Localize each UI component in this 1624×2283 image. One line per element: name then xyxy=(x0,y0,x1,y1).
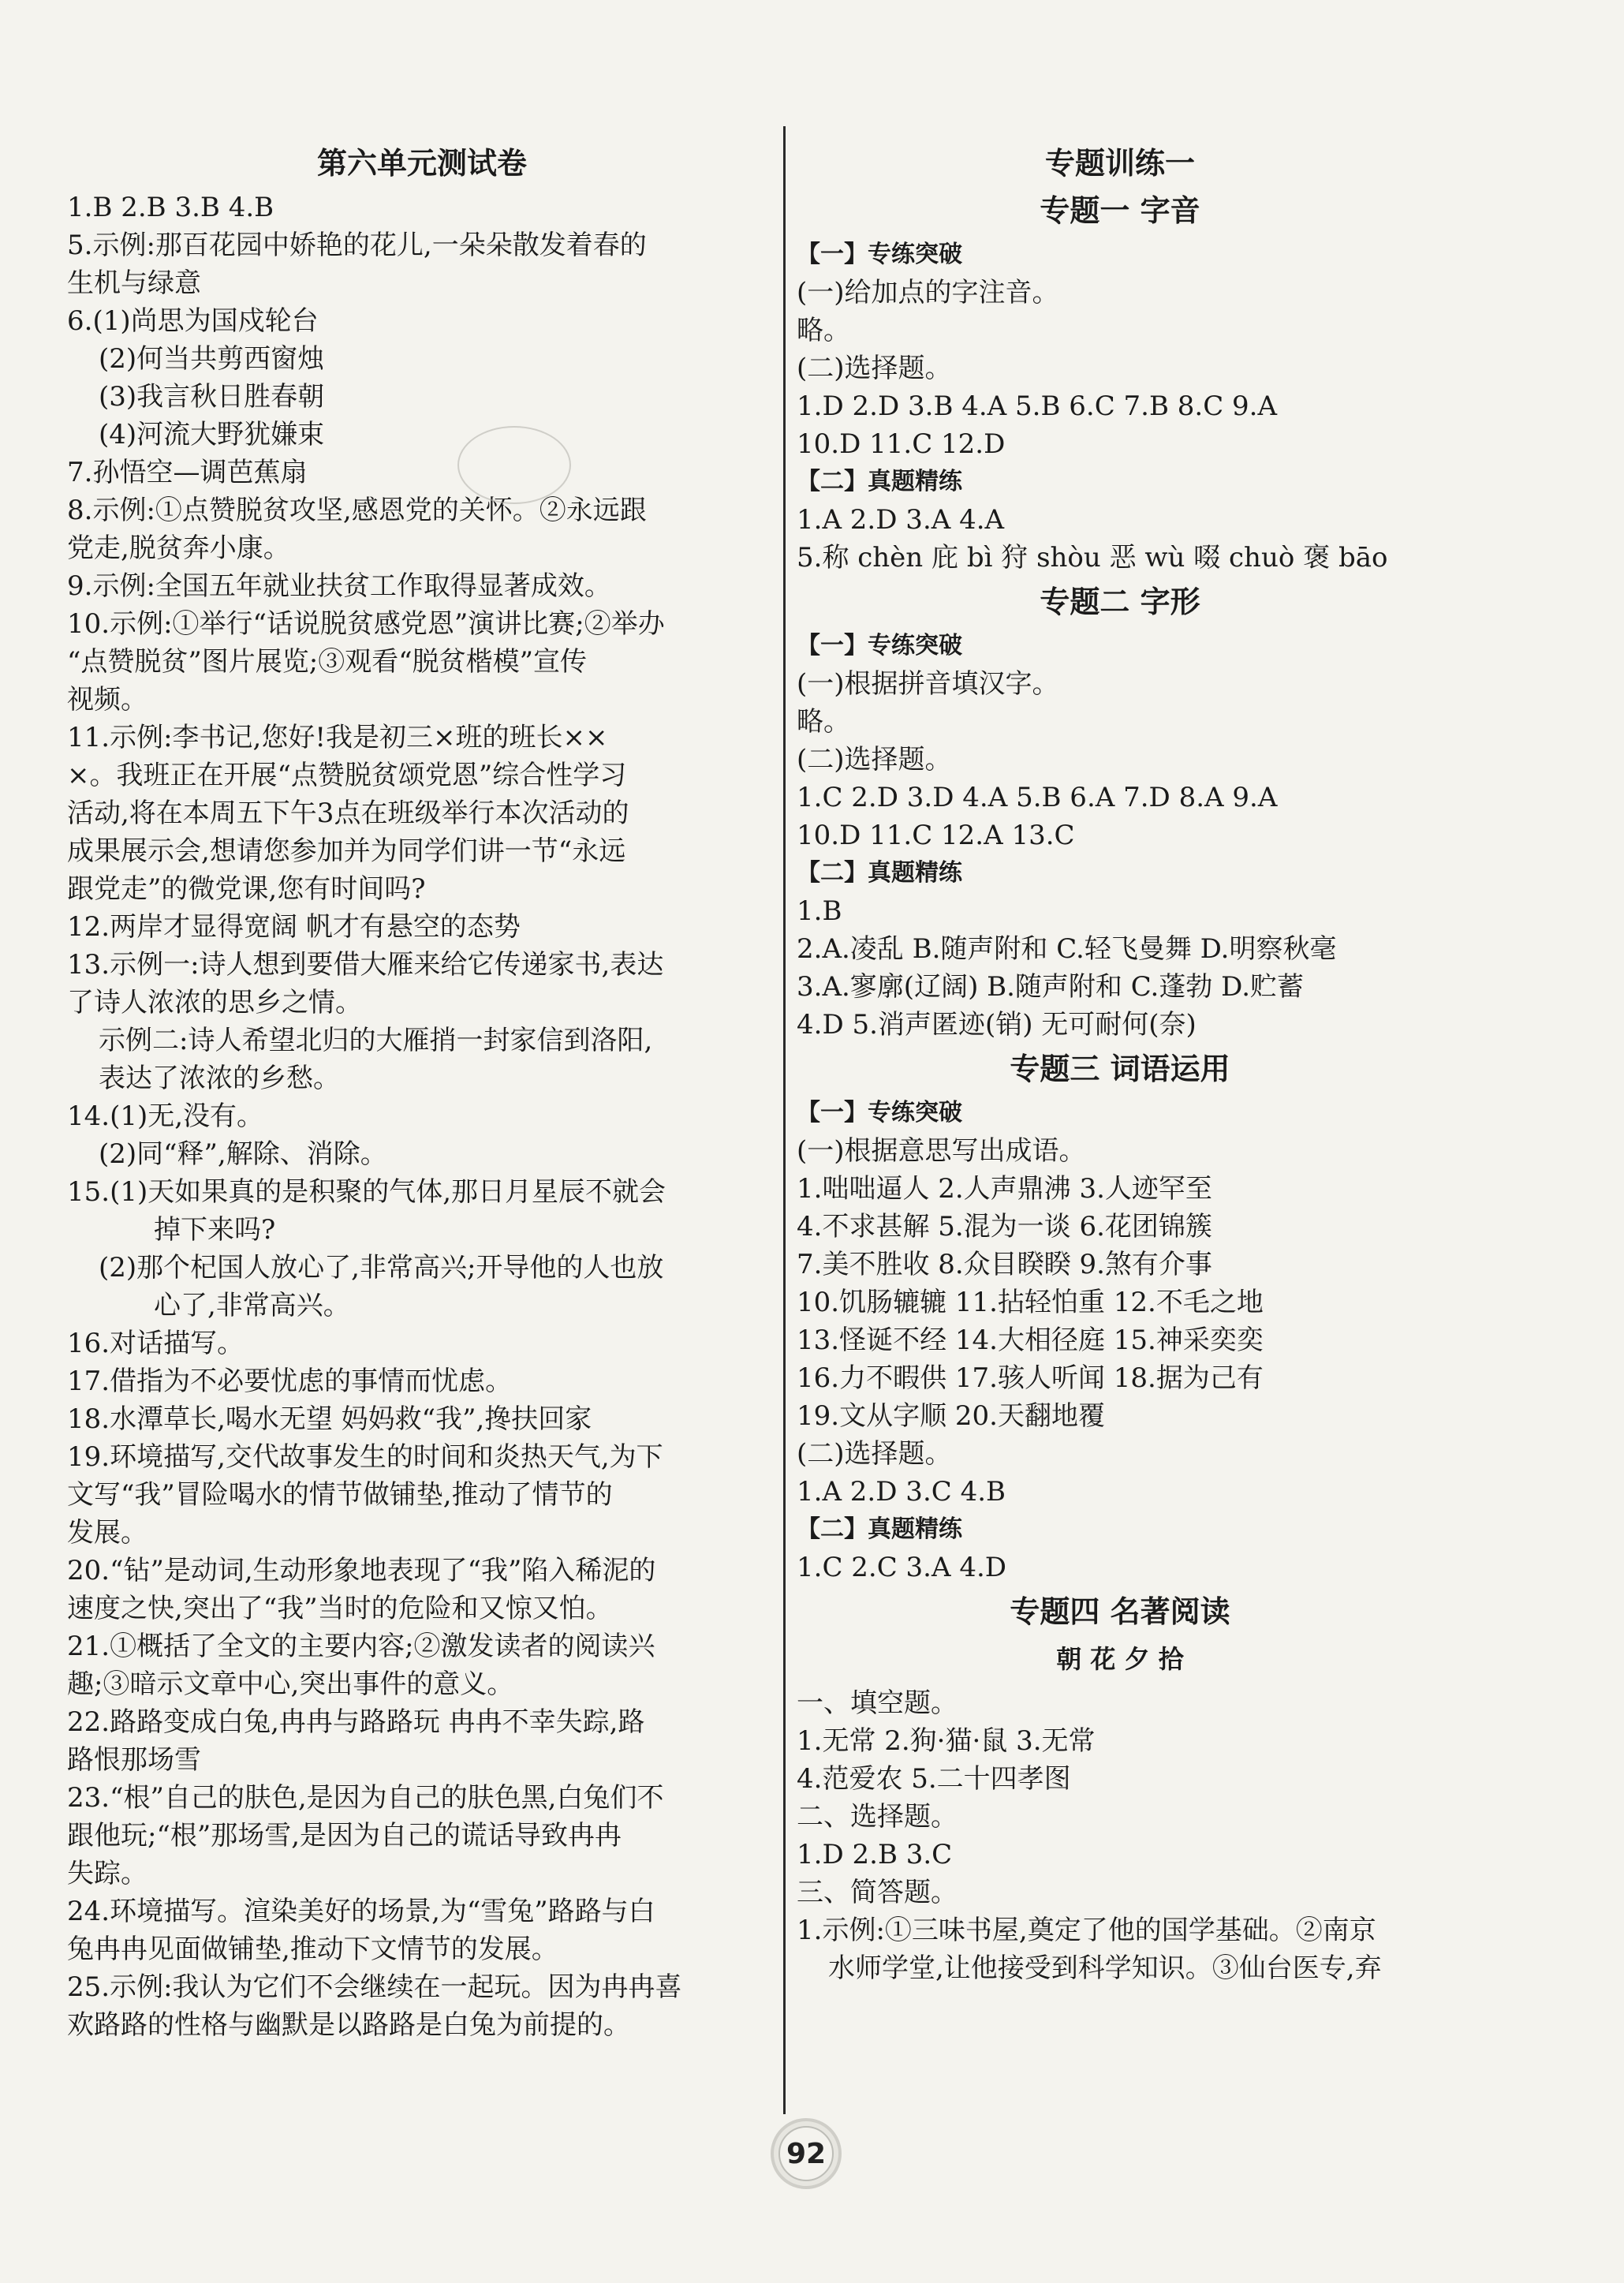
answer-line: 水师学堂,让他接受到科学知识。③仙台医专,弃 xyxy=(828,1952,1382,1984)
left-section-title: 第六单元测试卷 xyxy=(316,145,527,181)
answer-line: 表达了浓浓的乡愁。 xyxy=(99,1063,340,1094)
answer-line: 10.饥肠辘辘 11.拈轻怕重 12.不毛之地 xyxy=(797,1287,1264,1318)
section-heading: 专题训练一 xyxy=(1044,145,1195,181)
answer-line: 2.A.凌乱 B.随声附和 C.轻飞曼舞 D.明察秋毫 xyxy=(797,933,1337,965)
answer-line: 速度之快,突出了“我”当时的危险和又惊又怕。 xyxy=(67,1593,613,1624)
answer-line: 欢路路的性格与幽默是以路路是白兔为前提的。 xyxy=(67,2009,630,2041)
answer-line: 17.借指为不必要忧虑的事情而忧虑。 xyxy=(67,1366,513,1397)
column-divider xyxy=(783,126,786,2114)
answer-line: 二、选择题。 xyxy=(797,1801,958,1833)
section-heading: 专题二 字形 xyxy=(1040,584,1200,619)
answer-line: 1.无常 2.狗·猫·鼠 3.无常 xyxy=(797,1725,1096,1757)
answer-line: 失踪。 xyxy=(67,1858,147,1889)
answer-line: 1.B 2.B 3.B 4.B xyxy=(67,192,274,223)
page-number-badge xyxy=(771,2118,842,2189)
answer-line: 23.“根”自己的肤色,是因为自己的肤色黑,白兔们不 xyxy=(67,1782,664,1814)
stamp-icon xyxy=(457,426,571,504)
answer-line: 示例二:诗人希望北归的大雁捎一封家信到洛阳, xyxy=(99,1025,653,1056)
answer-line: 1.C 2.C 3.A 4.D xyxy=(797,1552,1007,1583)
answer-line: 22.路路变成白兔,冉冉与路路玩 冉冉不幸失踪,路 xyxy=(67,1706,645,1738)
answer-line: 16.力不暇供 17.骇人听闻 18.据为己有 xyxy=(797,1362,1264,1394)
answer-line: 兔冉冉见面做铺垫,推动下文情节的发展。 xyxy=(67,1934,558,1965)
answer-line: 1.C 2.D 3.D 4.A 5.B 6.A 7.D 8.A 9.A xyxy=(797,782,1278,813)
answer-line: 生机与绿意 xyxy=(67,267,201,299)
answer-line: 活动,将在本周五下午3点在班级举行本次活动的 xyxy=(67,798,629,829)
answer-line: 1.B xyxy=(797,895,842,927)
subsection-label: 【二】真题精练 xyxy=(797,468,962,495)
answer-line: 10.D 11.C 12.D xyxy=(797,428,1006,460)
answer-line: 4.不求甚解 5.混为一谈 6.花团锦簇 xyxy=(797,1211,1212,1242)
answer-line: 25.示例:我认为它们不会继续在一起玩。因为冉冉喜 xyxy=(67,1971,682,2003)
answer-line: 路恨那场雪 xyxy=(67,1744,201,1776)
answer-line: 文写“我”冒险喝水的情节做铺垫,推动了情节的 xyxy=(67,1479,613,1511)
subsection-label: 【二】真题精练 xyxy=(797,859,962,887)
answer-line: 1.A 2.D 3.C 4.B xyxy=(797,1476,1006,1508)
answer-line: 1.A 2.D 3.A 4.A xyxy=(797,504,1005,536)
answer-line: 20.“钻”是动词,生动形象地表现了“我”陷入稀泥的 xyxy=(67,1555,656,1586)
answer-line: 8.示例:①点赞脱贫攻坚,感恩党的关怀。②永远跟 xyxy=(67,495,647,526)
answer-line: 跟党走”的微党课,您有时间吗? xyxy=(67,873,426,905)
answer-line: (4)河流大野犹嫌束 xyxy=(99,419,325,450)
answer-line: 视频。 xyxy=(67,684,147,716)
answer-line: 14.(1)无,没有。 xyxy=(67,1100,264,1132)
answer-line: 发展。 xyxy=(67,1517,147,1549)
answer-line: 9.示例:全国五年就业扶贫工作取得显著成效。 xyxy=(67,570,611,602)
page-number: 92 xyxy=(778,2126,834,2181)
subsection-label: 【一】专练突破 xyxy=(797,1099,962,1127)
answer-line: 11.示例:李书记,您好!我是初三×班的班长×× xyxy=(67,722,608,753)
answer-line: 13.怪诞不经 14.大相径庭 15.神采奕奕 xyxy=(797,1325,1264,1356)
answer-line: 6.(1)尚思为国戍轮台 xyxy=(67,305,319,337)
answer-line: 10.D 11.C 12.A 13.C xyxy=(797,820,1075,851)
answer-line: 心了,非常高兴。 xyxy=(154,1290,350,1321)
answer-line: (二)选择题。 xyxy=(797,1438,952,1470)
answer-line: 了诗人浓浓的思乡之情。 xyxy=(67,987,362,1018)
answer-line: 成果展示会,想请您参加并为同学们讲一节“永远 xyxy=(67,835,626,867)
left-answer-lines xyxy=(67,189,777,2044)
section-heading: 专题四 名著阅读 xyxy=(1010,1594,1230,1629)
answer-line: 4.D 5.消声匿迹(销) 无可耐何(奈) xyxy=(797,1009,1197,1041)
book-title: 朝 花 夕 拾 xyxy=(1056,1644,1184,1674)
answer-line: (二)选择题。 xyxy=(797,744,952,775)
answer-line: 10.示例:①举行“话说脱贫感党恩”演讲比赛;②举办 xyxy=(67,608,665,640)
right-column xyxy=(797,138,1443,1987)
answer-line: “点赞脱贫”图片展览;③观看“脱贫楷模”宣传 xyxy=(67,646,587,678)
answer-line: 13.示例一:诗人想到要借大雁来给它传递家书,表达 xyxy=(67,949,664,981)
answer-line: 跟他玩;“根”那场雪,是因为自己的谎话导致冉冉 xyxy=(67,1820,622,1851)
answer-line: 5.示例:那百花园中娇艳的花儿,一朵朵散发着春的 xyxy=(67,230,647,261)
answer-line: 掉下来吗? xyxy=(154,1214,276,1246)
subsection-label: 【二】真题精练 xyxy=(797,1515,962,1543)
answer-line: 1.D 2.D 3.B 4.A 5.B 6.C 7.B 8.C 9.A xyxy=(797,390,1278,422)
answer-line: (2)何当共剪西窗烛 xyxy=(99,343,325,375)
right-answer-lines xyxy=(797,141,1443,1987)
answer-line: 7.美不胜收 8.众目睽睽 9.煞有介事 xyxy=(797,1249,1212,1280)
answer-line: 24.环境描写。渲染美好的场景,为“雪兔”路路与白 xyxy=(67,1896,655,1927)
answer-line: (二)选择题。 xyxy=(797,353,952,384)
answer-line: 党走,脱贫奔小康。 xyxy=(67,532,290,564)
section-heading: 专题三 词语运用 xyxy=(1010,1051,1230,1086)
answer-line: 三、简答题。 xyxy=(797,1877,958,1908)
section-heading: 专题一 字音 xyxy=(1040,192,1200,228)
answer-line: (一)根据拼音填汉字。 xyxy=(797,668,1059,700)
answer-line: 16.对话描写。 xyxy=(67,1328,245,1359)
answer-line: 19.环境描写,交代故事发生的时间和炎热天气,为下 xyxy=(67,1441,663,1473)
answer-line: (2)那个杞国人放心了,非常高兴;开导他的人也放 xyxy=(99,1252,664,1283)
answer-line: 12.两岸才显得宽阔 帆才有悬空的态势 xyxy=(67,911,521,943)
answer-line: 1.D 2.B 3.C xyxy=(797,1839,953,1870)
answer-line: ×。我班正在开展“点赞脱贫颂党恩”综合性学习 xyxy=(67,760,627,791)
answer-line: (一)根据意思写出成语。 xyxy=(797,1135,1086,1167)
answer-line: 1.示例:①三味书屋,奠定了他的国学基础。②南京 xyxy=(797,1915,1376,1946)
answer-line: 趣;③暗示文章中心,突出事件的意义。 xyxy=(67,1668,514,1700)
answer-line: 略。 xyxy=(797,706,850,738)
answer-line: 21.①概括了全文的主要内容;②激发读者的阅读兴 xyxy=(67,1631,655,1662)
answer-line: 19.文从字顺 20.天翻地覆 xyxy=(797,1400,1105,1432)
answer-line: 18.水潭草长,喝水无望 妈妈救“我”,搀扶回家 xyxy=(67,1403,592,1435)
answer-line: 1.咄咄逼人 2.人声鼎沸 3.人迹罕至 xyxy=(797,1173,1212,1205)
answer-line: (3)我言秋日胜春朝 xyxy=(99,381,325,413)
answer-line: 7.孙悟空—调芭蕉扇 xyxy=(67,457,308,488)
answer-line: 3.A.寥廓(辽阔) B.随声附和 C.蓬勃 D.贮蓄 xyxy=(797,971,1305,1003)
subsection-label: 【一】专练突破 xyxy=(797,632,962,659)
answer-line: (2)同“释”,解除、消除。 xyxy=(99,1138,387,1170)
left-column xyxy=(67,138,777,2044)
answer-line: 略。 xyxy=(797,315,850,346)
answer-line: 15.(1)天如果真的是积聚的气体,那日月星辰不就会 xyxy=(67,1176,666,1208)
answer-line: 一、填空题。 xyxy=(797,1687,958,1719)
answer-line: 5.称 chèn 庇 bì 狩 shòu 恶 wù 啜 chuò 褒 bāo xyxy=(797,542,1388,574)
answer-line: (一)给加点的字注音。 xyxy=(797,277,1059,308)
answer-line: 4.范爱农 5.二十四孝图 xyxy=(797,1763,1071,1795)
subsection-label: 【一】专练突破 xyxy=(797,241,962,268)
